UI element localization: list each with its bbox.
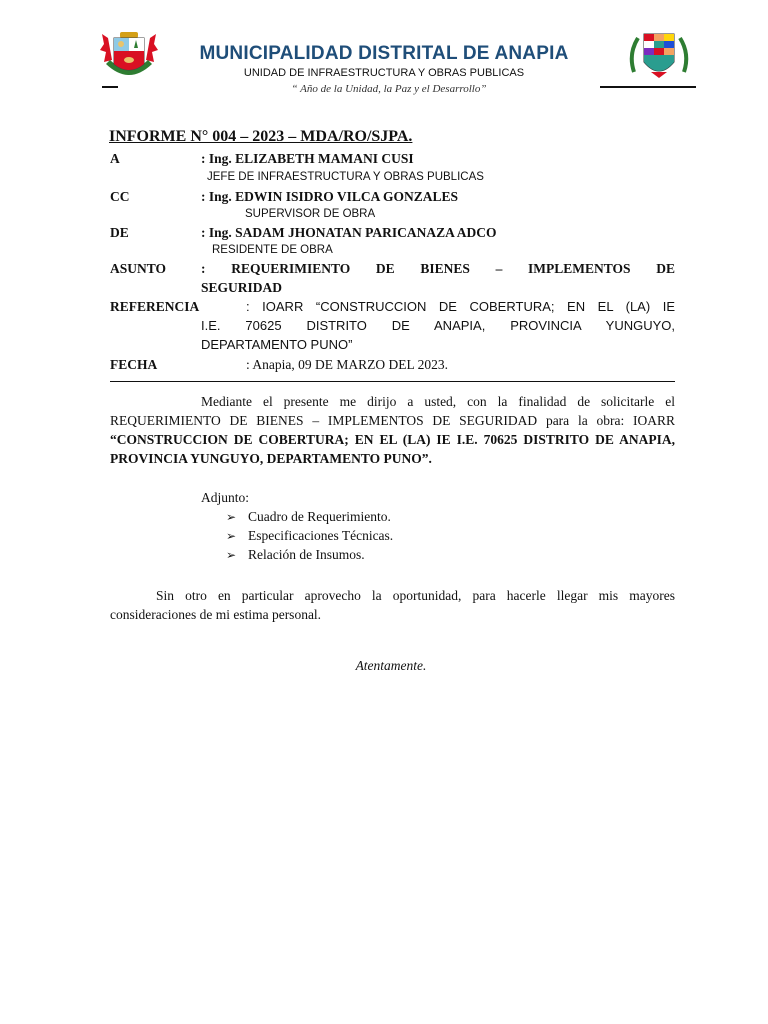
year-motto: “ Año de la Unidad, la Paz y el Desarrollo” — [291, 83, 487, 95]
cc-label: CC — [110, 189, 130, 204]
arrow-bullet-icon: ➢ — [226, 529, 237, 543]
reference-line-2: I.E. 70625 DISTRITO DE ANAPIA, PROVINCIA YUNGUYO, — [201, 318, 675, 333]
reference-label: REFERENCIA — [110, 299, 200, 314]
signoff: Atentamente. — [355, 658, 427, 673]
to-role: JEFE DE INFRAESTRUCTURA Y OBRAS PUBLICAS — [207, 171, 484, 183]
attachment-item — [226, 509, 391, 525]
arrow-bullet-icon: ➢ — [226, 548, 237, 562]
intro-paragraph — [110, 392, 675, 468]
attachment-item — [226, 547, 365, 563]
to-name: : Ing. ELIZABETH MAMANI CUSI — [201, 151, 414, 166]
reference-line-3: DEPARTAMENTO PUNO” — [201, 337, 353, 352]
date-label: FECHA — [110, 357, 158, 372]
arrow-bullet-icon: ➢ — [226, 510, 237, 524]
from-label: DE — [110, 225, 129, 240]
anapia-emblem-icon — [624, 28, 694, 84]
cc-name: : Ing. EDWIN ISIDRO VILCA GONZALES — [201, 189, 459, 204]
subject-line-2: SEGURIDAD — [201, 280, 283, 295]
municipality-title: MUNICIPALIDAD DISTRITAL DE ANAPIA — [199, 43, 569, 64]
from-role: RESIDENTE DE OBRA — [212, 244, 333, 256]
attachment-label: Especificaciones Técnicas. — [248, 528, 394, 543]
reference-line-1: : IOARR “CONSTRUCCION DE COBERTURA; EN EL (LA) IE — [246, 299, 675, 314]
attachment-label: Relación de Insumos. — [248, 547, 365, 562]
attachment-item — [226, 528, 393, 544]
header-divider — [110, 381, 675, 382]
intro-lead: Mediante el presente me dirijo a usted, con la finalidad de solicitarle el REQUERIMIENTO DE BIENES – IMPLEMENTOS DE SEGURIDAD para la obra: IOARR — [110, 394, 675, 428]
header-right-rule — [600, 86, 696, 88]
attached-label: Adjunto: — [201, 490, 250, 505]
attachment-label: Cuadro de Requerimiento. — [248, 509, 391, 524]
cc-role: SUPERVISOR DE OBRA — [245, 208, 376, 220]
closing-paragraph: Sin otro en particular aprovecho la oportunidad, para hacerle llegar mis mayores consideraciones de mi estima personal. — [110, 588, 675, 622]
from-name: : Ing. SADAM JHONATAN PARICANAZA ADCO — [201, 225, 497, 240]
subject-label: ASUNTO — [110, 261, 167, 276]
date-value: : Anapia, 09 DE MARZO DEL 2023. — [246, 357, 448, 372]
subject-line-1: : REQUERIMIENTO DE BIENES – IMPLEMENTOS DE — [201, 261, 675, 276]
intro-project: “CONSTRUCCION DE COBERTURA; EN EL (LA) IE I.E. 70625 DISTRITO DE ANAPIA, PROVINCIA YUNGUYO, DEPARTAMENTO PUNO”. — [110, 432, 675, 466]
report-title: INFORME N° 004 – 2023 – MDA/RO/SJPA. — [109, 128, 413, 145]
unit-subtitle: UNIDAD DE INFRAESTRUCTURA Y OBRAS PUBLICAS — [243, 67, 525, 79]
to-label: A — [110, 151, 120, 166]
